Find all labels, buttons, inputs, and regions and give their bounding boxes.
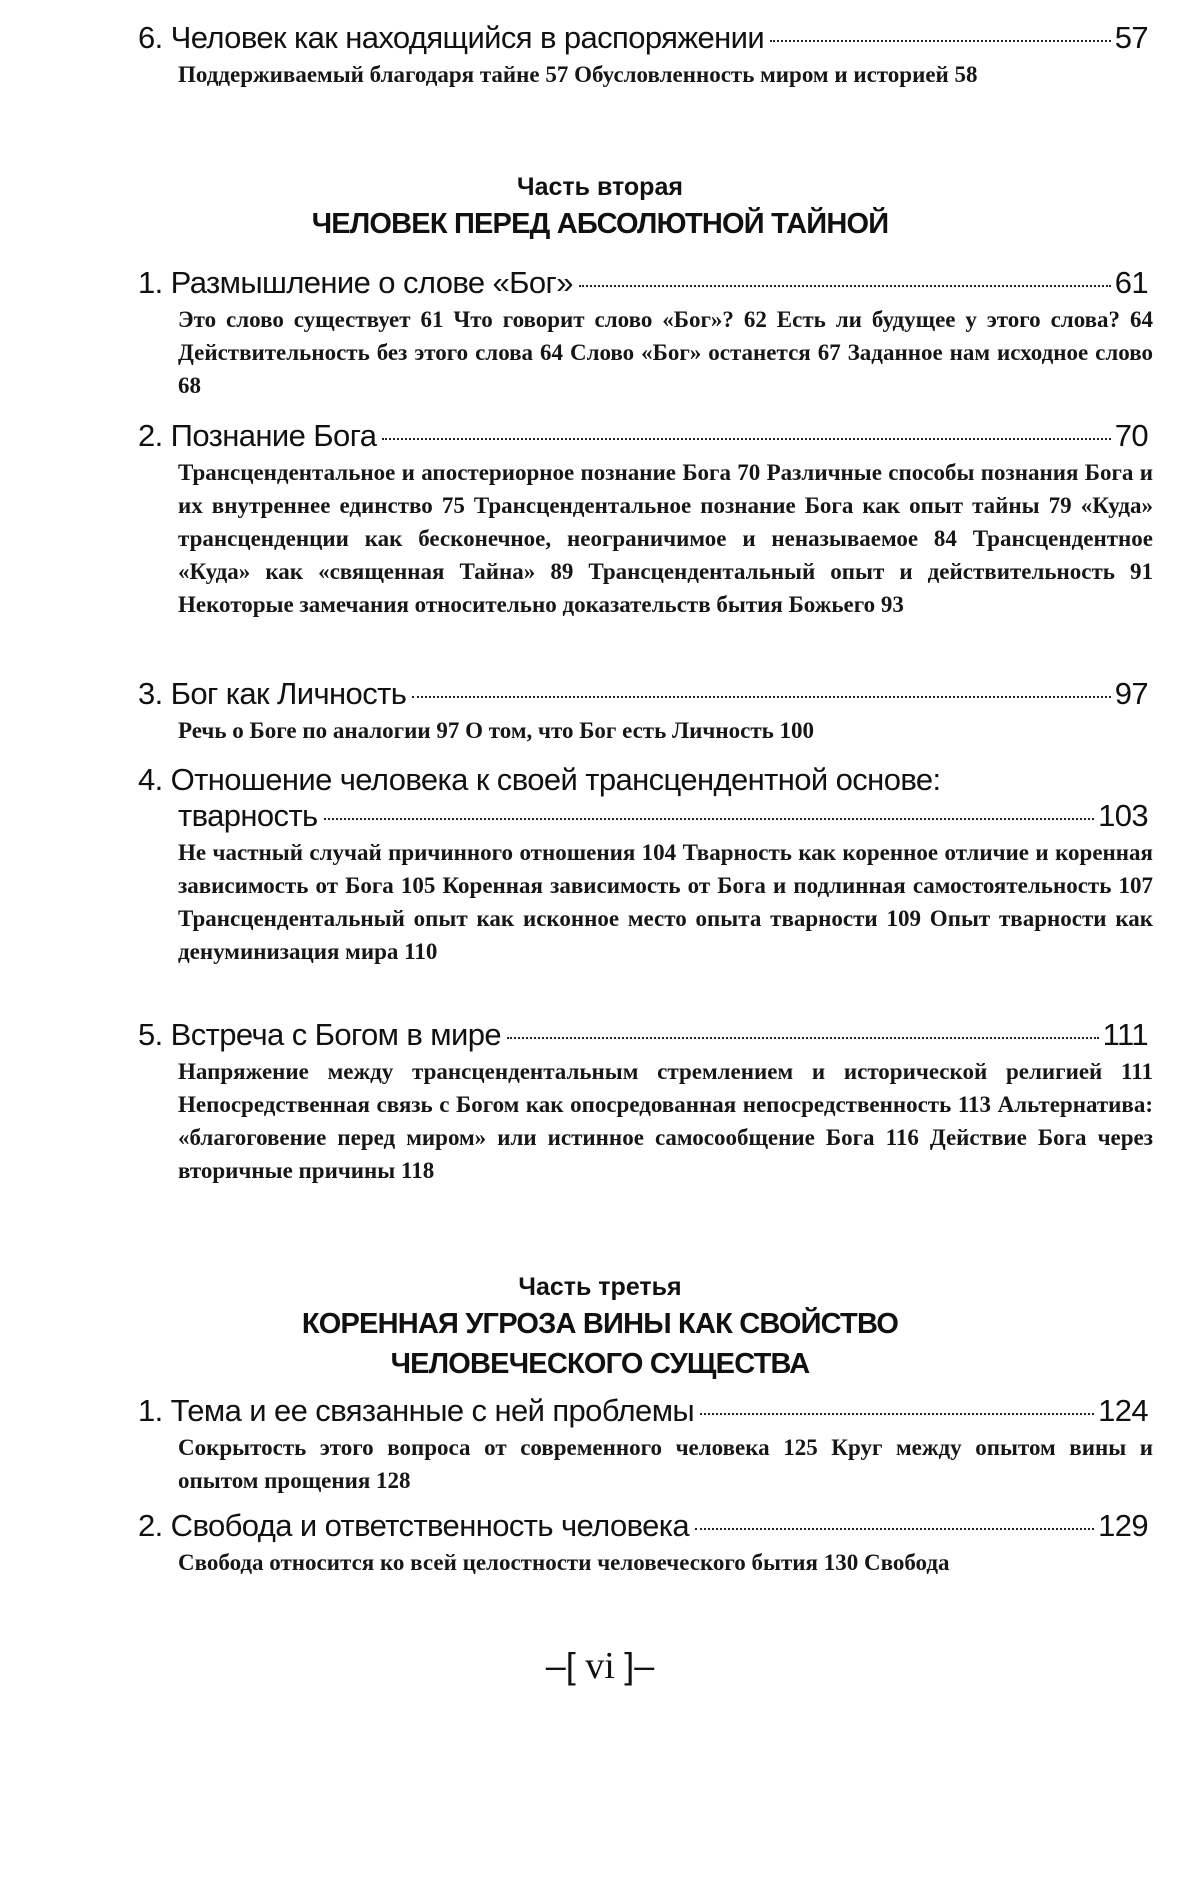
toc-page-number: 129 [1098,1508,1148,1543]
toc-entry-title: 5. Встреча с Богом в мире [138,1017,501,1052]
part-title-line2: ЧЕЛОВЕЧЕСКОГО СУЩЕСТВА [390,1348,810,1380]
toc-entry-subtopics: Речь о Боге по аналогии 97 О том, что Бог есть Личность 100 [178,718,815,743]
toc-entry-p2-3 [138,676,1148,747]
part-label: Часть вторая [517,173,683,201]
toc-entry-title-continued: тварность [178,798,318,833]
toc-entry-heading [138,1508,1148,1544]
toc-page-number: 124 [1098,1393,1148,1428]
dot-leader [507,1037,1099,1039]
folio-number: vi [585,1645,615,1687]
toc-entry-subtopics: Напряжение между трансцендентальным стремлением и исторической религией 111 Непосредственная связь с Богом как опосредованная непосредственность 113 Альтернатива: «благоговение перед миром» или истинное самосообщение Бога 116 Действие Бога через вторичные причины 118 [178,1059,1153,1183]
toc-entry-heading [138,1017,1148,1053]
toc-entry-title: 3. Бог как Личность [138,676,407,711]
dot-leader [324,818,1094,820]
toc-entry-p3-2 [138,1508,1148,1579]
toc-page-number: 97 [1114,676,1148,711]
toc-entry-p2-2 [138,418,1153,621]
dot-leader [700,1413,1094,1415]
toc-entry-heading [138,1393,1148,1429]
dot-leader [382,438,1110,440]
toc-page-number: 70 [1114,418,1148,453]
dot-leader [579,285,1111,287]
toc-entry-subtopics: Трансцендентальное и апостериорное познание Бога 70 Различные способы познания Бога и их внутреннее единство 75 Трансцендентальное познание Бога как опыт тайны 79 «Куда» трансценденции как бесконечное, неограничимое и неназываемое 84 Трансцендентное «Куда» как «священная Тайна» 89 Трансцендентальный опыт и действительность 91 Некоторые замечания относительно доказательств бытия Божьего 93 [178,460,1153,617]
toc-page-number: 103 [1098,798,1148,833]
part-title: ЧЕЛОВЕК ПЕРЕД АБСОЛЮТНОЙ ТАЙНОЙ [311,208,889,240]
folio-left-ornament: –[ [545,1645,576,1686]
toc-entry-subtopics: Сокрытость этого вопроса от современного человека 125 Круг между опытом вины и опытом прощения 128 [178,1435,1153,1493]
part-three-heading [0,1270,1200,1384]
page-folio [0,1644,1200,1688]
toc-page-number: 111 [1102,1017,1148,1052]
toc-entry-p2-1 [138,265,1153,402]
toc-entry-p2-4 [138,762,1153,968]
toc-entry-title: 1. Размышление о слове «Бог» [138,265,573,300]
part-title-line1: КОРЕННАЯ УГРОЗА ВИНЫ КАК СВОЙСТВО [301,1308,899,1340]
folio-right-ornament: ]– [624,1645,655,1686]
toc-entry-heading [138,265,1148,301]
part-label: Часть третья [518,1273,682,1301]
toc-page-number: 61 [1114,265,1148,300]
toc-page-number: 57 [1114,20,1148,55]
toc-entry-p2-5 [138,1017,1153,1187]
toc-entry-subtopics: Не частный случай причинного отношения 104 Тварность как коренное отличие и коренная зависимость от Бога 105 Коренная зависимость от Бога и подлинная самостоятельность 107 Трансцендентальный опыт как исконное место опыта тварности 109 Опыт тварности как денуминизация мира 110 [178,840,1153,964]
toc-entry-heading-line2 [138,798,1148,834]
toc-entry-subtopics: Свобода относится ко всей целостности человеческого бытия 130 Свобода [178,1550,950,1575]
toc-entry-heading-line1 [138,762,1148,798]
toc-entry-subtopics: Это слово существует 61 Что говорит слово «Бог»? 62 Есть ли будущее у этого слова? 64 Действительность без этого слова 64 Слово «Бог» останется 67 Заданное нам исходное слово 68 [178,307,1153,398]
dot-leader [695,1528,1094,1530]
toc-entry-heading [138,418,1148,454]
toc-entry-title: 2. Познание Бога [138,418,377,453]
toc-entry-p1-6 [138,20,1148,91]
toc-entry-p3-1 [138,1393,1153,1497]
toc-entry-heading [138,20,1148,56]
toc-entry-heading [138,676,1148,712]
toc-entry-title: 6. Человек как находящийся в распоряжении [138,20,765,55]
toc-entry-title: 4. Отношение человека к своей трансцендентной основе: [138,762,941,797]
dot-leader [770,40,1111,42]
toc-entry-title: 1. Тема и ее связанные с ней проблемы [138,1393,695,1428]
dot-leader [412,696,1110,698]
toc-entry-title: 2. Свобода и ответственность человека [138,1508,690,1543]
part-two-heading [0,170,1200,244]
toc-entry-subtopics: Поддерживаемый благодаря тайне 57 Обусловленность миром и историей 58 [178,62,978,87]
